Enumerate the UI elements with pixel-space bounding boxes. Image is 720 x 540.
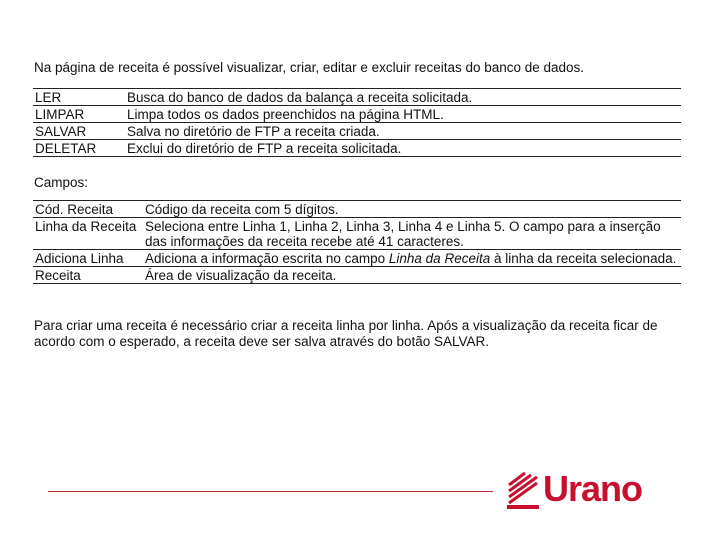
table-row [33, 218, 681, 250]
fields-table [33, 200, 681, 284]
table-row [33, 106, 681, 123]
table-row [33, 250, 681, 267]
field-desc [143, 250, 681, 267]
table-row [33, 89, 681, 106]
command-key: SALVAR [35, 124, 87, 139]
command-desc: Exclui do diretório de FTP a receita solicitada. [127, 141, 402, 156]
table-row [33, 140, 681, 157]
field-desc: Código da receita com 5 dígitos. [145, 202, 339, 217]
closing-text: Para criar uma receita é necessário criar a receita linha por linha. Após a visualização da receita ficar de acordo com o esperado, a receita deve ser salva através do botão SALVAR. [34, 318, 658, 349]
command-key: DELETAR [35, 141, 97, 156]
table-row [33, 267, 681, 284]
field-desc-pre: Adiciona a informação escrita no campo [145, 251, 389, 266]
commands-table [33, 88, 681, 157]
command-key: LIMPAR [35, 107, 85, 122]
field-desc: Área de visualização da receita. [145, 268, 337, 283]
intro-text: Na página de receita é possível visualizar, criar, editar e excluir receitas do banco de dados. [34, 60, 585, 75]
command-desc: Salva no diretório de FTP a receita criada. [127, 124, 380, 139]
command-desc: Busca do banco de dados da balança a receita solicitada. [127, 90, 473, 105]
campos-title: Campos: [34, 175, 89, 190]
field-key: Adiciona Linha [35, 251, 124, 266]
urano-logo [505, 467, 642, 511]
field-key: Linha da Receita [35, 219, 137, 234]
urano-logo-text: Urano [543, 468, 643, 509]
field-key: Receita [35, 268, 81, 283]
table-row [33, 201, 681, 218]
command-key: LER [35, 90, 62, 105]
table-row [33, 123, 681, 140]
field-desc: Seleciona entre Linha 1, Linha 2, Linha 3, Linha 4 e Linha 5. O campo para a inserção das informações da receita recebe até 41 caracteres. [145, 219, 661, 249]
command-desc: Limpa todos os dados preenchidos na página HTML. [127, 107, 444, 122]
field-desc-em: Linha da Receita [388, 251, 491, 266]
field-desc-post: à linha da receita selecionada. [490, 251, 677, 266]
field-key: Cód. Receita [35, 202, 114, 217]
urano-logo-mark-icon [505, 469, 541, 509]
footer-divider [48, 491, 493, 492]
